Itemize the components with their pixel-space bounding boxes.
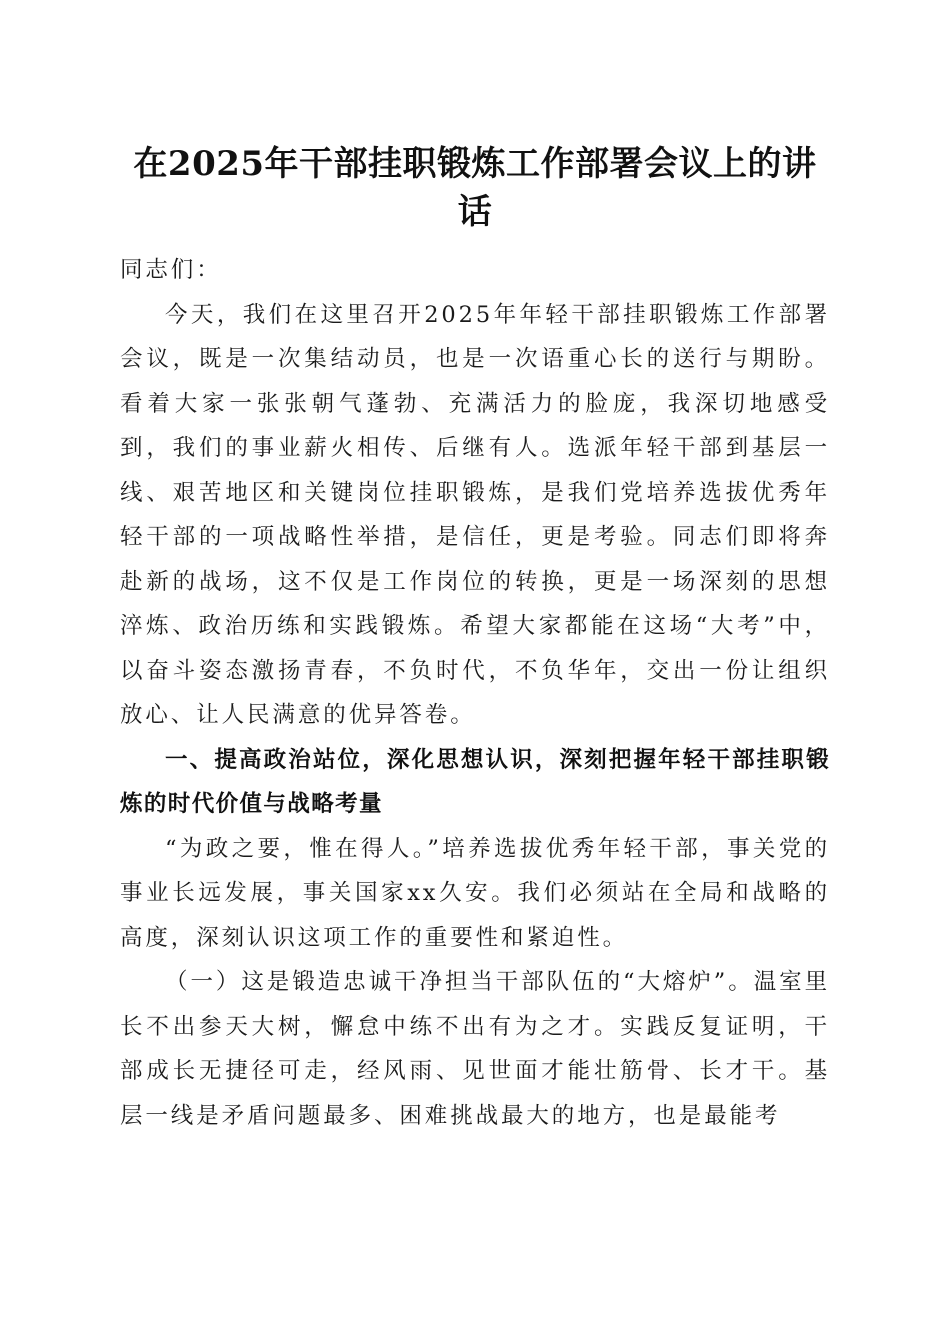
paragraph: （一）这是锻造忠诚干净担当干部队伍的“大熔炉”。温室里长不出参天大树，懈怠中练不出有为之才。实践反复证明，干部成长无捷径可走，经风雨、见世面才能壮筋骨、长才干。基层一线是矛盾问题最多、困难挑战最大的地方，也是最能考 <box>120 969 830 1129</box>
greeting: 同志们： <box>120 257 222 283</box>
section-heading: 一、提高政治站位，深化思想认识，深刻把握年轻干部挂职锻炼的时代价值与战略考量 <box>120 746 830 817</box>
document-title: 在2025年干部挂职锻炼工作部署会议上的讲话 <box>133 144 817 232</box>
document-body <box>120 248 830 1138</box>
paragraph: 今天，我们在这里召开2025年年轻干部挂职锻炼工作部署会议，既是一次集结动员，也是一次语重心长的送行与期盼。看着大家一张张朝气蓬勃、充满活力的脸庞，我深切地感受到，我们的事业薪火相传、后继有人。选派年轻干部到基层一线、艰苦地区和关键岗位挂职锻炼，是我们党培养选拔优秀年轻干部的一项战略性举措，是信任，更是考验。同志们即将奔赴新的战场，这不仅是工作岗位的转换，更是一场深刻的思想淬炼、政治历练和实践锻炼。希望大家都能在这场“大考”中，以奋斗姿态激扬青春，不负时代，不负华年，交出一份让组织放心、让人民满意的优异答卷。 <box>120 301 830 728</box>
paragraph: “为政之要，惟在得人。”培养选拔优秀年轻干部，事关党的事业长远发展，事关国家xx久安。我们必须站在全局和战略的高度，深刻认识这项工作的重要性和紧迫性。 <box>120 835 830 951</box>
